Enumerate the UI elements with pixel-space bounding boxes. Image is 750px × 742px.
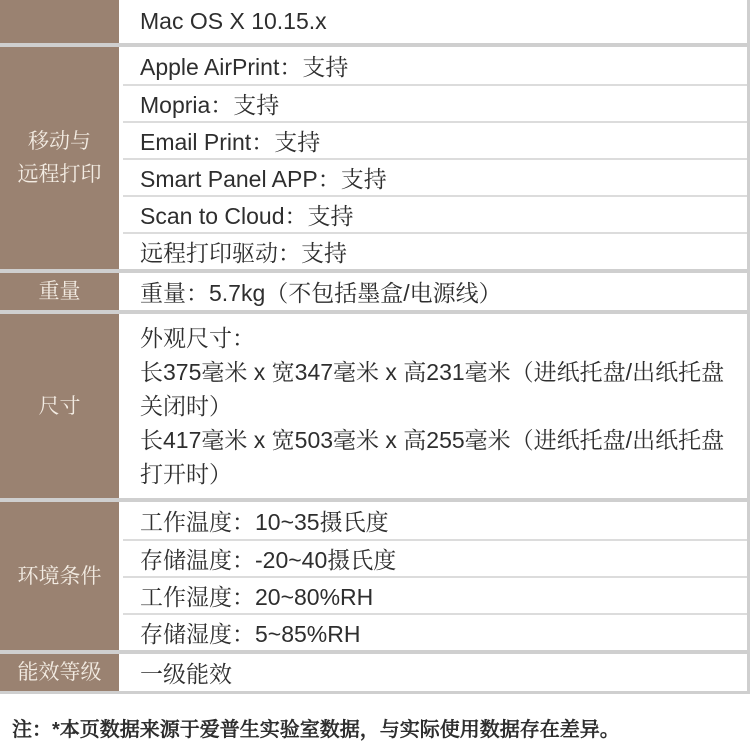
- dimensions-title-line: 外观尺寸：: [140, 325, 255, 351]
- spec-cell-dimensions: [123, 314, 747, 498]
- spec-row-storage-temp: 存储温度：-20~40摄氏度: [123, 539, 747, 576]
- footnote: 注：*本页数据来源于爱普生实验室数据，与实际使用数据存在差异。: [12, 719, 620, 741]
- spec-row-storage-humidity: 存储湿度：5~85%RH: [123, 613, 747, 650]
- spec-row-energy-rating: 一级能效: [140, 661, 232, 687]
- dimensions-open-line: 长417毫米 x 宽503毫米 x 高255毫米（进纸托盘/出纸托盘打开时）: [140, 427, 725, 487]
- section-label-energy-rating: [0, 654, 123, 691]
- section-label-environment: [0, 502, 123, 650]
- spec-row-airprint: Apple AirPrint：支持: [140, 54, 349, 80]
- spec-row-weight: 重量：5.7kg（不包括墨盒/电源线）: [140, 280, 502, 306]
- spec-row-operating-humidity: 工作湿度：20~80%RH: [123, 576, 747, 613]
- section-os: [0, 0, 747, 47]
- section-dimensions: [0, 314, 747, 502]
- section-label-text: 尺寸: [38, 394, 81, 418]
- spec-row-remote-print-driver: 远程打印驱动：支持: [123, 232, 747, 269]
- spec-row-scan-to-cloud: Scan to Cloud：支持: [123, 195, 747, 232]
- section-label-text: 重量: [38, 280, 81, 303]
- section-label-text: 能效等级: [17, 661, 102, 684]
- section-label-dimensions: [0, 314, 123, 498]
- section-label-text: 环境条件: [17, 564, 102, 588]
- spec-row-mac-os: Mac OS X 10.15.x: [140, 8, 327, 34]
- section-mobile-remote-print: [0, 47, 747, 273]
- section-weight: [0, 273, 747, 314]
- spec-row-mopria: Mopria：支持: [123, 84, 747, 121]
- section-environment: [0, 502, 747, 654]
- section-label-weight: [0, 273, 123, 310]
- spec-row-smart-panel-app: Smart Panel APP：支持: [123, 158, 747, 195]
- spec-row-operating-temp: 工作温度：10~35摄氏度: [140, 509, 389, 535]
- dimensions-closed-line: 长375毫米 x 宽347毫米 x 高231毫米（进纸托盘/出纸托盘关闭时）: [140, 359, 725, 419]
- spec-row-email-print: Email Print：支持: [123, 121, 747, 158]
- section-label-line2: 远程打印: [17, 163, 102, 186]
- section-label-mobile-remote-print: [0, 47, 123, 269]
- section-label-line1: 移动与: [28, 130, 91, 153]
- section-label-os: [0, 0, 123, 43]
- section-energy-rating: [0, 654, 747, 694]
